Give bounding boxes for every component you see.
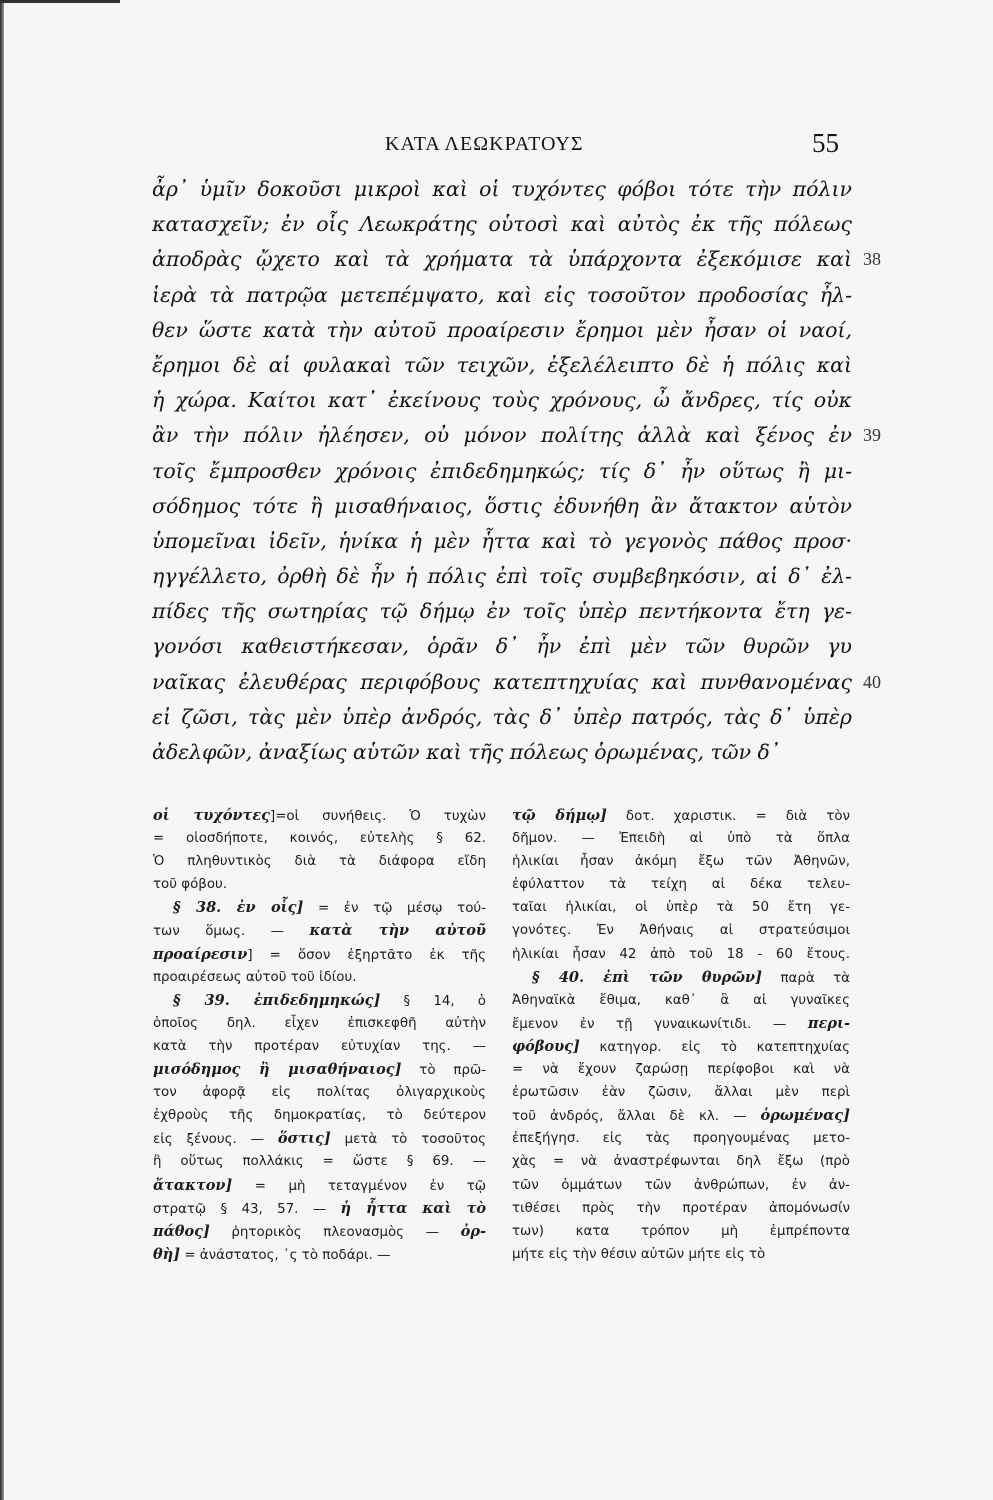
note-text: παρὰ τὰ [761,970,851,986]
note-text: Ὁ πληθυντικὸς διὰ τὰ διάφορα εἴδη [153,854,486,870]
main-text-line: κατασχεῖν; ἐν οἷς Λεωκράτης οὑτοσὶ καὶ αὐτὸς ἐκ τῆς πόλεως [152,212,852,237]
notes-right-column [512,804,850,1266]
note-text: ἐρωτῶσιν ἐὰν ζῶσιν, ἄλλαι μὲν περὶ [512,1085,850,1101]
note-text: ἡλικίαι ἦσαν ἀκόμη ἔξω τῶν Ἀθηνῶν, [512,854,850,870]
main-text-line: ἀποδρὰς ᾤχετο καὶ τὰ χρήματα τὰ ὑπάρχοντα ἐξεκόμισε καὶ [152,247,852,272]
note-text: ἐπεξήγησ. εἰς τὰς προηγουμένας μετο- [512,1131,850,1147]
note-text: § 14, ὁ [380,993,486,1009]
note-line [153,1104,486,1127]
note-line [153,919,486,942]
note-line [512,873,850,896]
note-line [512,827,850,850]
note-line [153,1150,486,1173]
note-line [153,850,486,873]
note-line [153,1035,486,1058]
main-text-line: ἀδελφῶν, ἀναξίως αὑτῶν καὶ τῆς πόλεως ὁρωμένας, τῶν δ᾽ [152,740,781,764]
note-line [512,1174,850,1197]
note-text: ἡλικίαι ἦσαν 42 ἀπὸ τοῦ 18 - 60 ἔτους. [512,946,850,962]
note-lemma: μισόδημος ἢ μισαθήναιος] [153,1061,402,1079]
note-text: δοτ. χαριστικ. = διὰ τὸν [606,809,851,824]
note-line [512,966,850,989]
note-text: = ἀνάστατος, ᾽ς τὸ ποδάρι. — [180,1247,391,1263]
main-text-line: ἡ χώρα. Καίτοι κατ᾽ ἐκείνους τοὺς χρόνους, ὦ ἄνδρες, τίς οὐκ [152,388,852,413]
note-lemma: οἱ τυχόντες [153,807,270,824]
note-line [153,1012,486,1035]
note-text: ἐχθροὺς τῆς δημοκρατίας, τὸ δεύτερον [153,1108,486,1124]
note-lemma: κατὰ τὴν αὐτοῦ [309,922,486,940]
main-text-line: ἱερὰ τὰ πατρῷα μετεπέμψατο, καὶ εἰς τοσοῦτον προδοσίας ἦλ- [152,282,852,307]
note-lemma: ὁρωμένας] [760,1107,850,1125]
note-line [153,1197,486,1220]
note-text: στρατῷ § 43, 57. — [153,1201,341,1217]
main-text-line: ἂν τὴν πόλιν ἠλέησεν, οὐ μόνον πολίτης ἀλλὰ καὶ ξένος ἐν [152,423,852,448]
section-number: 39 [863,425,881,446]
note-text: δῆμον. — Ἐπειδὴ αἱ ὑπὸ τὰ ὅπλα [512,831,850,847]
main-text-line: ὑπομεῖναι ἰδεῖν, ἡνίκα ἡ μὲν ἧττα καὶ τὸ γεγονὸς πάθος προσ· [152,528,852,553]
note-text: ὁποῖος δηλ. εἶχεν ἐπισκεφθῆ αὐτὴν [153,1015,486,1031]
main-text-body [152,172,852,770]
note-line [153,873,486,896]
note-lemma: προαίρεσιν [153,945,248,963]
note-lemma: θὴ] [153,1245,181,1263]
main-text-line: σόδημος τότε ἢ μισαθήναιος, ὅστις ἐδυνήθη ἂν ἄτακτον αὑτὸν [152,493,852,518]
note-text: τον ἀφορᾷ εἰς πολίτας ὀλιγαρχικοὺς [153,1085,486,1101]
main-text-line: ἆρ᾽ ὑμῖν δοκοῦσι μικροὶ καὶ οἱ τυχόντες φόβοι τότε τὴν πόλιν [152,177,852,201]
note-text: κατηγορ. εἰς τὸ κατεπτηχυίας [579,1039,850,1055]
note-lemma: § 38. ἐν οἷς] [173,899,304,917]
note-lemma: ἡ ἧττα καὶ τὸ [340,1199,486,1217]
main-text-line: ἔρημοι δὲ αἱ φυλακαὶ τῶν τειχῶν, ἐξελέλειπτο δὲ ἡ πόλις καὶ [152,352,852,377]
note-line [153,804,486,827]
note-lemma: πάθος] [153,1222,210,1240]
note-line [153,827,486,850]
section-number: 40 [863,671,881,692]
note-line [153,1081,486,1104]
note-text: ἔμενον ἐν τῇ γυναικωνίτιδι. — [512,1016,808,1032]
note-line [153,1243,486,1266]
note-line [512,1127,850,1150]
note-line [512,896,850,919]
note-line [512,919,850,942]
note-text: μετὰ τὸ τοσοῦτος [330,1132,487,1148]
page-number: 55 [812,128,839,158]
note-line [153,989,486,1012]
note-line [512,1197,850,1220]
note-text: χὰς = νὰ ἀναστρέφωνται δηλ ἔξω (πρὸ [512,1154,850,1170]
note-line [153,1220,486,1243]
note-line [153,1174,486,1197]
note-text: = ἐν τῷ μέσῳ τού- [303,901,486,917]
note-line [512,1243,850,1266]
note-line [512,1220,850,1243]
main-text-line: εἰ ζῶσι, τὰς μὲν ὑπὲρ ἀνδρός, τὰς δ᾽ ὑπὲρ πατρός, τὰς δ᾽ ὑπὲρ [152,704,852,729]
main-text-line: ηγγέλλετο, ὀρθὴ δὲ ἦν ἡ πόλις ἐπὶ τοῖς συμβεβηκόσιν, αἱ δ᾽ ἐλ- [152,564,852,589]
note-text: = οἱοσδήποτε, κοινός, εὐτελὴς § 62. [153,831,486,847]
note-line [512,1012,850,1035]
main-text-line: γονόσι καθειστήκεσαν, ὁρᾶν δ᾽ ἦν ἐπὶ μὲν τῶν θυρῶν γυ [152,634,852,659]
note-text: = μὴ τεταγμένον ἐν τῷ [232,1178,486,1194]
note-line [512,804,850,827]
note-lemma: § 40. ἐπὶ τῶν θυρῶν] [532,968,762,986]
note-text: Ἀθηναϊκὰ ἔθιμα, καθ᾽ ἃ αἱ γυναῖκες [512,992,850,1008]
main-text-line: θεν ὥστε κατὰ τὴν αὐτοῦ προαίρεσιν ἔρημοι μὲν ἦσαν οἱ ναοί, [152,317,852,342]
notes-left-column [153,804,486,1266]
note-text: τὸ πρῶ- [401,1063,486,1079]
note-line [512,1058,850,1081]
note-text: τιθέσει πρὸς τὴν προτέραν ἀπομόνωσίν [512,1200,850,1216]
note-line [512,943,850,966]
note-lemma: τῷ δήμῳ] [512,807,607,824]
note-text: ἐφύλαττον τὰ τείχη αἱ δέκα τελευ- [512,877,850,893]
note-text: των ὅμως. — [153,924,310,940]
main-text-line: ναῖκας ἐλευθέρας περιφόβους κατεπτηχυίας καὶ πυνθανομένας [152,669,852,694]
note-line [512,1104,850,1127]
note-lemma: ὅστις] [277,1130,331,1148]
note-text: εἰς ξένους. — [153,1132,278,1148]
note-lemma: ἄτακτον] [153,1176,233,1194]
note-text: ἢ οὕτως πολλάκις = ὥστε § 69. — [153,1154,486,1170]
note-text: ] = ὅσον ἐξηρτᾶτο ἐκ τῆς [247,947,486,963]
note-line [153,896,486,919]
note-line [512,1035,850,1058]
note-text: ῥητορικὸς πλεονασμὸς — [209,1224,461,1240]
note-text: γονότες. Ἐν Ἀθήναις αἱ στρατεύσιμοι [512,923,850,939]
note-text: μήτε εἰς τὴν θέσιν αὐτῶν μήτε εἰς τὸ [512,1246,766,1262]
scan-left-edge [0,0,4,1500]
note-line [153,966,486,989]
note-text: τῶν ὀμμάτων τῶν ἀνθρώπων, ἐν ἀν- [512,1177,850,1193]
note-line [153,1127,486,1150]
note-line [512,1081,850,1104]
note-line [512,1150,850,1173]
note-text: ]=οἱ συνήθεις. Ὁ τυχὼν [269,809,486,824]
section-number: 38 [863,249,881,270]
note-line [153,943,486,966]
note-lemma: § 39. ἐπιδεδημηκώς] [173,991,381,1009]
main-text-line: τοῖς ἔμπροσθεν χρόνοις ἐπιδεδημηκώς; τίς δ᾽ ἦν οὕτως ἢ μι- [152,458,852,483]
note-text: = νὰ ἔχουν ζαρώσῃ περίφοβοι καὶ νὰ [512,1062,850,1078]
note-lemma: ὀρ- [460,1222,486,1240]
scan-top-edge [0,0,120,3]
note-line [512,989,850,1012]
note-lemma: περι- [807,1014,850,1032]
note-text: ταῖαι ἡλικίαι, οἱ ὑπὲρ τὰ 50 ἔτη γε- [512,900,850,916]
note-line [153,1058,486,1081]
note-text: των) κατα τρόπον μὴ ἐμπρέποντα [512,1223,850,1239]
note-text: κατὰ τὴν προτέραν εὐτυχίαν της. — [153,1038,486,1054]
note-text: τοῦ φόβου. [153,877,228,893]
note-lemma: φόβους] [512,1037,580,1055]
main-text-line: πίδες τῆς σωτηρίας τῷ δήμῳ ἐν τοῖς ὑπὲρ πεντήκοντα ἔτη γε- [152,599,852,624]
running-title: ΚΑΤΑ ΛΕΩΚΡΑΤΟΥΣ [385,133,584,155]
note-line [512,850,850,873]
note-text: προαιρέσεως αὐτοῦ τοῦ ἰδίου. [153,969,357,985]
note-text: τοῦ ἀνδρός, ἄλλαι δὲ κλ. — [512,1109,761,1125]
